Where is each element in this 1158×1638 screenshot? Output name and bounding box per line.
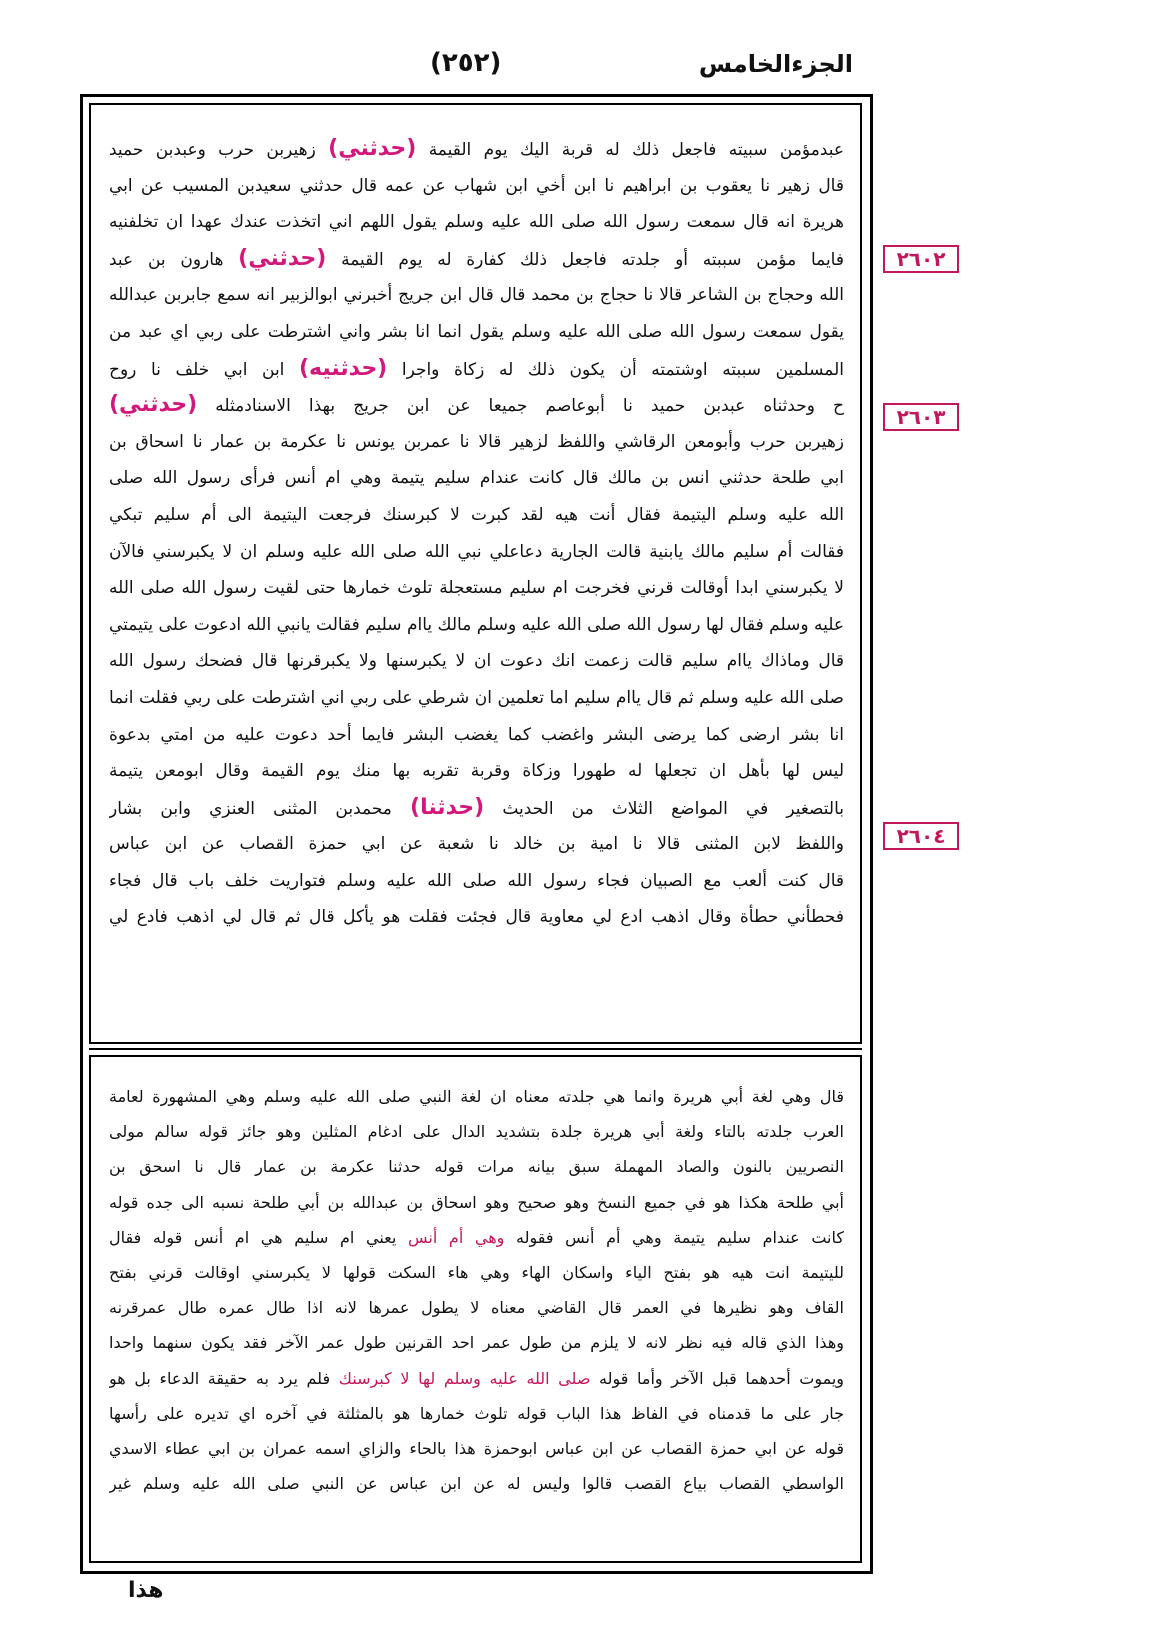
line-text: فقالت أم سليم مالك يابنية قالت الجارية دعاعلي نبي الله صلى الله عليه وسلم ان لا يكبرسني فالآن: [109, 541, 844, 562]
line-text: عبدمؤمن سبيته فاجعل ذلك له قربة اليك يوم القيمة: [428, 140, 844, 160]
main-text-panel: [89, 103, 862, 1044]
line-text: المسلمين سببته اوشتمته أن يكون ذلك له زكاة واجرا: [401, 359, 844, 380]
line-text: قال وهي لغة أبي هريرة وانما هي جلدته معناه ان لغة النبي صلى الله عليه وسلم وهي المشهورة لعامة: [109, 1087, 844, 1106]
line-text: الله وحجاج بن الشاعر قالا نا حجاج بن محمد قال قال ابن جريج أخبرني ابوالزبير انه سمع جابربن عبدالله: [109, 285, 844, 306]
text-line: [109, 1079, 844, 1114]
line-text: محمدبن المثنى العنزي وابن بشار: [109, 798, 392, 819]
text-line: [109, 1114, 844, 1149]
text-line: [109, 460, 844, 497]
narration-keyword: (حدثنا): [410, 794, 485, 820]
line-text: الله عليه وسلم اليتيمة فقال أنت هيه لقد كبرت لا كبرسنك فرجعت اليتيمة الى أم سليم تبكي: [109, 504, 844, 525]
text-line: [109, 131, 844, 168]
text-line: [109, 1290, 844, 1325]
text-line: [109, 1361, 844, 1396]
text-line: [109, 717, 844, 754]
line-text: صلى الله عليه وسلم ثم قال ياام سليم اما تعلمين ان شرطي على ربي اني اشترطت على ربي فقلت انما: [109, 687, 844, 708]
text-line: [109, 643, 844, 680]
line-text: ويموت أحدهما قبل الآخر وأما قوله: [599, 1368, 844, 1388]
line-text: الواسطي القصاب بياع القصب قالوا وليس له عن ابن عباس عن النبي صلى الله عليه وسلم غير: [109, 1474, 844, 1494]
text-line: [109, 424, 844, 461]
text-line: [109, 241, 844, 278]
line-text: زهيربن حرب وعبدبن حميد: [109, 140, 316, 160]
text-line: [109, 168, 844, 205]
line-text: النصريين بالنون والصاد المهملة سبق بيانه مرات قوله حدثنا عكرمة بن عمار قال نا اسحق بن: [109, 1157, 844, 1177]
text-line: [109, 826, 844, 863]
line-text: ابن ابي خلف نا روح: [109, 359, 285, 380]
line-text: قوله عن ابي حمزة القصاب عن ابن عباس ابوحمزة هذا بالحاء والزاي اسمه عمران بن ابي عطاء الاسدي: [109, 1438, 844, 1458]
line-text: لا يكبرسني ابدا أوقالت قرني فخرجت ام سليم مستعجلة تلوث خمارها حتى لقيت رسول الله صلى الله: [109, 578, 844, 599]
quoted-phrase: وهي أم أنس: [407, 1227, 505, 1247]
line-text: عليه وسلم فقال لها رسول الله صلى الله عليه وسلم مالك ياام سليم فقالت يانبي الله ادعوت على يتيمتي: [109, 614, 844, 635]
line-text: يعني ام سليم هي ام أنس قوله فقال: [109, 1227, 397, 1247]
text-line: [109, 1466, 844, 1501]
line-text: ح وحدثناه عبدبن حميد نا أبوعاصم جميعا عن ابن جريج بهذا الاسنادمثله: [215, 396, 844, 417]
line-text: العرب جلدته بالتاء ولغة أبي هريرة جلدة بتشديد الدال على ادغام المثلين وهو جائز قوله سالم مولى: [109, 1122, 844, 1142]
text-line: [109, 204, 844, 241]
text-line: [109, 277, 844, 314]
text-line: [109, 1325, 844, 1360]
text-line: [109, 387, 844, 424]
line-text: فحطأني حطأة وقال اذهب ادع لي معاوية قال فجئت فقلت هو يأكل قال ثم قال لي اذهب فادع لي: [109, 907, 844, 928]
text-line: [109, 534, 844, 571]
text-line: [109, 351, 844, 388]
page-header: [0, 48, 1158, 94]
line-text: ابي طلحة حدثني انس بن مالك قال كانت عندام سليم يتيمة وهي ام أنس فرأى رسول الله صلى: [109, 468, 844, 489]
text-line: [109, 1220, 844, 1255]
text-line: [109, 753, 844, 790]
line-text: هارون بن عبد: [109, 249, 224, 270]
text-line: [109, 1185, 844, 1220]
line-text: القاف وهو نظيرها في العمر قال القاضي معناه لا يطول عمرها لانه اذا طال عمره طال عمرقرنه: [109, 1298, 844, 1318]
text-line: [109, 1255, 844, 1290]
line-text: جار على ما قدمناه في الفاظ هذا الباب قوله تلوث خمارها هو بالمثلثة في آخره اي تديره على رأسها: [109, 1403, 844, 1423]
line-text: بالتصغير في المواضع الثلاث من الحديث: [502, 798, 844, 819]
text-line: [109, 1149, 844, 1184]
line-text: فلم يرد به حقيقة الدعاء بل هو: [109, 1368, 331, 1388]
line-text: كانت عندام سليم يتيمة وهي أم أنس فقوله: [516, 1227, 844, 1247]
text-line: [109, 863, 844, 900]
quoted-phrase: صلى الله عليه وسلم لها لا كبرسنك: [338, 1368, 591, 1388]
text-line: [109, 790, 844, 827]
text-line: [109, 1396, 844, 1431]
line-text: لليتيمة انت هيه هو بفتح الياء واسكان الهاء وهي هاء السكت قولها لا يكبرسني اوقالت قرني بفتح: [109, 1262, 844, 1282]
line-text: يقول سمعت رسول الله صلى الله عليه وسلم يقول انما انا بشر واني اشترطت على ربي اي عبد من: [109, 321, 844, 342]
narration-keyword: (حدثني): [238, 245, 327, 271]
text-line: [109, 314, 844, 351]
text-line: [109, 570, 844, 607]
narration-keyword: (حدثني): [328, 136, 417, 161]
line-text: أبي طلحة هكذا هو في جميع النسخ وهو صحيح وهو اسحاق بن عبدالله بن أبي طلحة نسبه الى جده قوله: [109, 1192, 844, 1212]
page-number: (٢٥٢): [430, 48, 502, 78]
line-text: قال وماذاك ياام سليم قالت زعمت انك دعوت ان لا يكبرسنها ولا يكبرقرنها قال فضحك رسول الله: [109, 651, 844, 672]
line-text: انا بشر ارضى كما يرضى البشر واغضب كما يغضب البشر فايما أحد دعوت عليه من امتي بدعوة: [109, 724, 844, 745]
commentary-panel: [89, 1055, 862, 1563]
hadith-number-marker: ٢٦٠٢: [883, 245, 959, 273]
text-line: [109, 680, 844, 717]
text-line: [109, 497, 844, 534]
panel-separator: [89, 1048, 862, 1050]
hadith-number-marker: ٢٦٠٤: [883, 822, 959, 850]
line-text: قال كنت ألعب مع الصبيان فجاء رسول الله صلى الله عليه وسلم فتواريت خلف باب قال فجاء: [109, 870, 844, 891]
line-text: واللفظ لابن المثنى قالا نا امية بن خالد نا شعبة عن ابي حمزة القصاب عن ابن عباس: [109, 834, 844, 855]
line-text: هريرة انه قال سمعت رسول الله صلى الله عليه وسلم يقول اللهم اني اتخذت عندك عهدا ان تخلفنيه: [109, 212, 844, 233]
line-text: زهيربن حرب وأبومعن الرقاشي واللفظ لزهير قالا نا عمربن يونس نا عكرمة بن عمار نا اسحاق بن: [109, 431, 844, 452]
hadith-number-marker: ٢٦٠٣: [883, 403, 959, 431]
line-text: وهذا الذي قاله فيه نظر لانه لا يلزم من طول عمر احد القرنين طول عمر الآخر فقد يكون سنهما واحدا: [109, 1333, 844, 1353]
line-text: ليس لها بأهل ان تجعلها له طهورا وزكاة وقربة تقربه بها منك يوم القيمة وقال ابومعن يتيمة: [109, 761, 844, 782]
line-text: قال زهير نا يعقوب بن ابراهيم نا ابن أخي ابن شهاب عن عمه قال حدثني سعيدبن المسيب عن ابي: [109, 175, 844, 196]
catchword: هذا: [128, 1578, 164, 1603]
text-line: [109, 899, 844, 936]
narration-keyword: (حدثني): [109, 392, 198, 418]
page-frame: [80, 94, 873, 1574]
text-line: [109, 1431, 844, 1466]
part-title: الجزءالخامس: [698, 50, 853, 78]
narration-keyword: (حدثنيه): [299, 355, 388, 381]
text-line: [109, 607, 844, 644]
line-text: فايما مؤمن سببته أو جلدته فاجعل ذلك كفارة له يوم القيمة: [341, 249, 844, 270]
